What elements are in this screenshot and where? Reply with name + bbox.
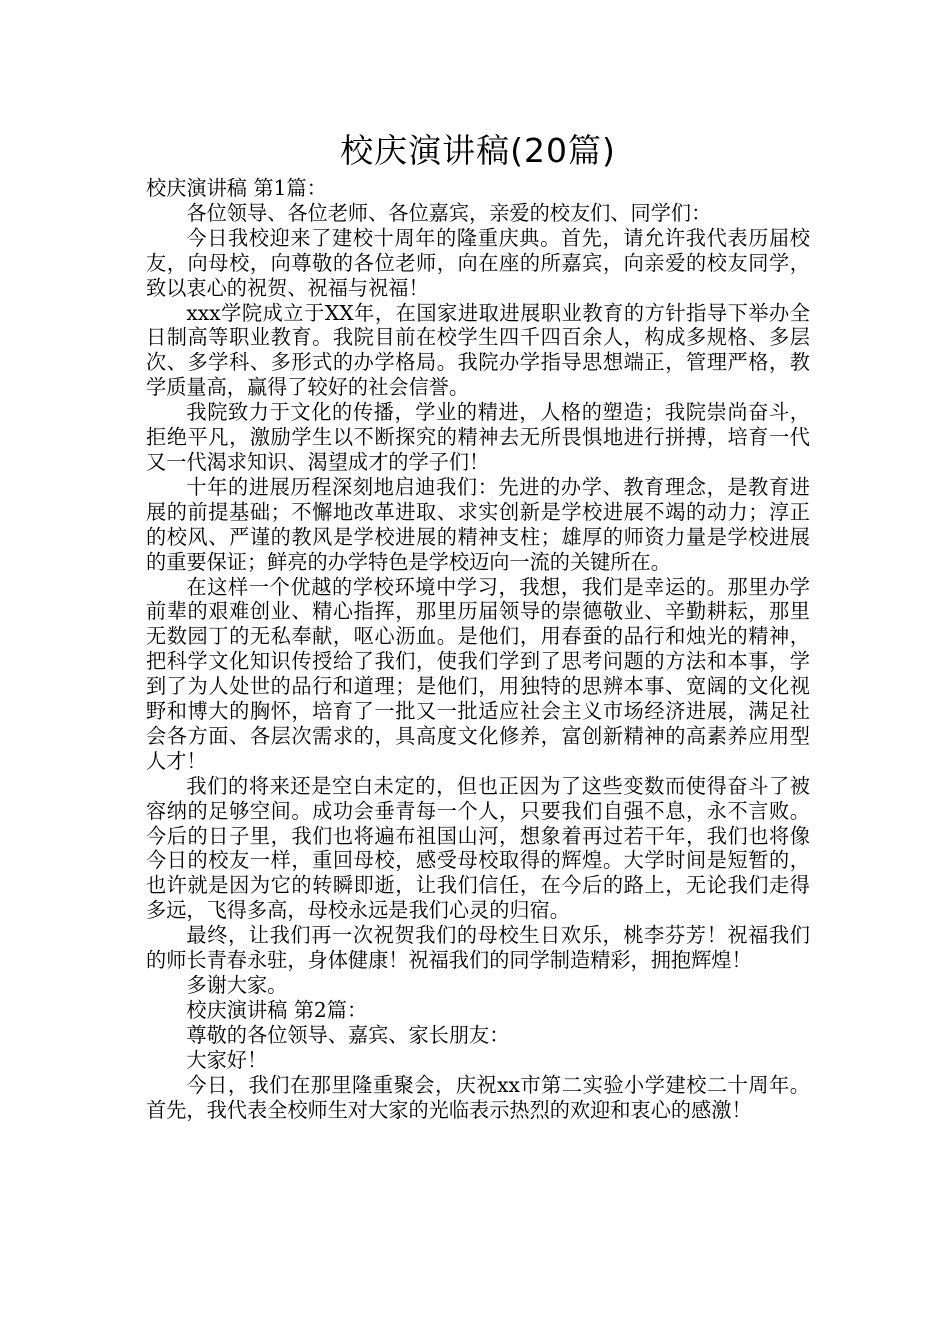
salutation: 尊敬的各位领导、嘉宾、家长朋友： — [186, 1022, 510, 1047]
paragraph: 十年的进展历程深刻地启迪我们：先进的办学、教育理念，是教育进展的前提基础；不懈地改革进取、求实创新是学校进展不竭的动力；淳正的校风、严谨的教风是学校进展的精神支柱；雄厚的师资力量是学校进展的重要保证；鲜亮的办学特色是学校迈向一流的关键所在。 — [146, 474, 810, 574]
greeting: 大家好！ — [186, 1047, 268, 1072]
section-heading-2: 校庆演讲稿 第2篇： — [186, 997, 368, 1022]
closing-thanks: 多谢大家。 — [186, 973, 288, 997]
document-title: 校庆演讲稿(20篇) — [340, 131, 616, 170]
paragraph: 我院致力于文化的传播，学业的精进，人格的塑造；我院崇尚奋斗，拒绝平凡，激励学生以不断探究的精神去无所畏惧地进行拼搏，培育一代又一代渴求知识、渴望成才的学子们！ — [146, 400, 810, 474]
paragraph: 在这样一个优越的学校环境中学习，我想，我们是幸运的。那里办学前辈的艰难创业、精心指挥，那里历届领导的崇德敬业、辛勤耕耘，那里无数园丁的无私奉献，呕心沥血。是他们，用春蚕的品行和烛光的精神，把科学文化知识传授给了我们，使我们学到了思考问题的方法和本事，学到了为人处世的品行和道理；是他们，用独特的思辨本事、宽阔的文化视野和博大的胸怀，培育了一批又一批适应社会主义市场经济进展，满足社会各方面、各层次需求的，具高度文化修养，富创新精神的高素养应用型人才！ — [146, 574, 810, 773]
paragraph: xxx学院成立于XX年，在国家进取进展职业教育的方针指导下举办全日制高等职业教育。我院目前在校学生四千四百余人，构成多规格、多层次、多学科、多形式的办学格局。我院办学指导思想端正，管理严格，教学质量高，赢得了较好的社会信誉。 — [146, 300, 810, 400]
paragraph: 最终，让我们再一次祝贺我们的母校生日欢乐，桃李芬芳！祝福我们的师长青春永驻，身体健康！祝福我们的同学制造精彩，拥抱辉煌！ — [146, 923, 810, 973]
section-heading-1: 校庆演讲稿 第1篇： — [146, 176, 327, 200]
salutation: 各位领导、各位老师、各位嘉宾，亲爱的校友们、同学们： — [186, 200, 712, 225]
document-page — [146, 128, 810, 1122]
paragraph: 今日我校迎来了建校十周年的隆重庆典。首先，请允许我代表历届校友，向母校，向尊敬的各位老师，向在座的所嘉宾，向亲爱的校友同学，致以衷心的祝贺、祝福与祝福！ — [146, 225, 810, 300]
paragraph: 我们的将来还是空白未定的，但也正因为了这些变数而使得奋斗了被容纳的足够空间。成功会垂青每一个人，只要我们自强不息，永不言败。今后的日子里，我们也将遍布祖国山河，想象着再过若干年，我们也将像今日的校友一样，重回母校，感受母校取得的辉煌。大学时间是短暂的，也许就是因为它的转瞬即逝，让我们信任，在今后的路上，无论我们走得多远，飞得多高，母校永远是我们心灵的归宿。 — [146, 773, 810, 923]
paragraph: 今日，我们在那里隆重聚会，庆祝xx市第二实验小学建校二十周年。首先，我代表全校师生对大家的光临表示热烈的欢迎和衷心的感激！ — [146, 1072, 810, 1122]
